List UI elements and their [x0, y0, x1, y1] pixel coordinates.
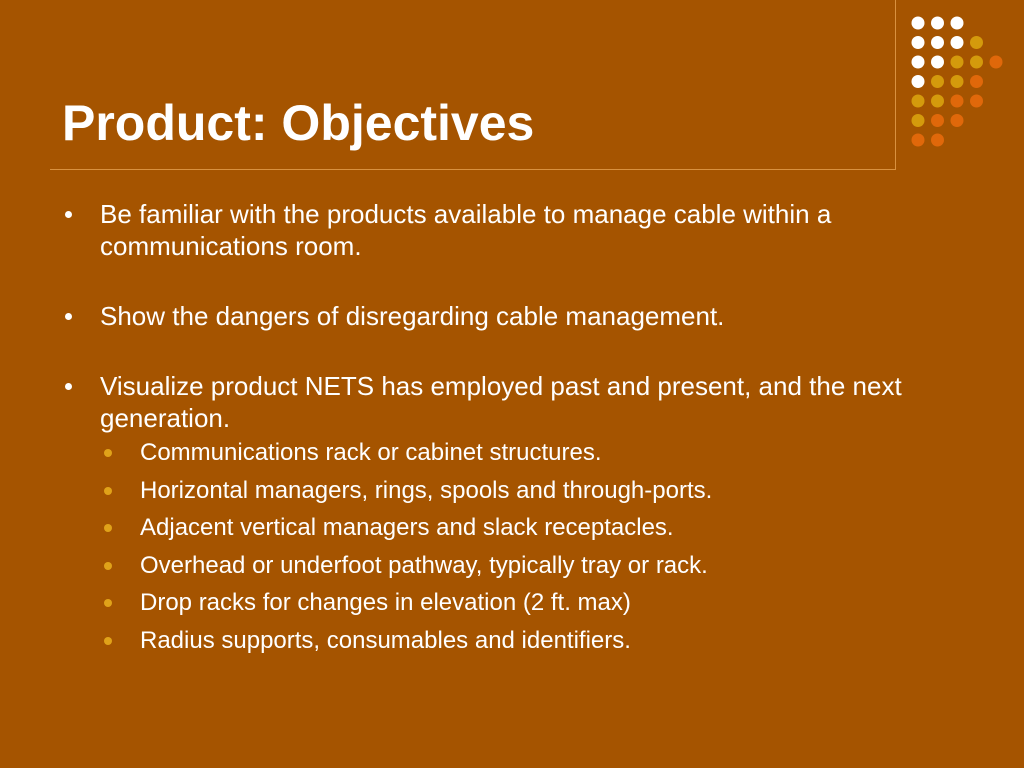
slide-title: Product: Objectives [62, 95, 535, 151]
decorative-dot [951, 75, 964, 88]
decorative-dot [990, 56, 1003, 69]
decorative-dot [912, 17, 925, 30]
decorative-dot [931, 75, 944, 88]
sub-bullet-text: Communications rack or cabinet structures. [140, 439, 602, 466]
sub-bullet-item [60, 626, 990, 656]
sub-bullet-text: Overhead or underfoot pathway, typically tray or rack. [140, 551, 708, 579]
decorative-dot [931, 134, 944, 147]
sub-bullet-dot-icon [104, 524, 112, 532]
decorative-dot [931, 17, 944, 30]
decorative-dot [951, 17, 964, 30]
decorative-dot [912, 75, 925, 88]
decorative-dot [912, 114, 925, 127]
decorative-dot [951, 36, 964, 49]
bullet-dot-icon [65, 313, 72, 320]
sub-bullet-dot-icon [104, 599, 112, 607]
decorative-dot-grid [0, 0, 1024, 170]
sub-bullet-text: Adjacent vertical managers and slack receptacles. [140, 514, 674, 541]
decorative-dot [912, 36, 925, 49]
bullet-dot-icon [65, 383, 72, 390]
bullet-item [60, 300, 990, 332]
decorative-dot [931, 114, 944, 127]
slide-body [60, 198, 990, 663]
decorative-dot [912, 95, 925, 108]
decorative-dot [951, 56, 964, 69]
sub-bullet-dot-icon [104, 562, 112, 570]
decorative-dot [970, 56, 983, 69]
bullet-item [60, 370, 990, 434]
decorative-dot [931, 36, 944, 49]
bullet-text: Be familiar with the products available to manage cable within a communications room. [100, 199, 832, 261]
sub-bullet-text: Drop racks for changes in elevation (2 ft. max) [140, 589, 631, 616]
sub-bullet-dot-icon [104, 487, 112, 495]
decorative-dot [970, 75, 983, 88]
bullet-dot-icon [65, 211, 72, 218]
sub-bullet-item [60, 551, 990, 581]
sub-bullet-item [60, 588, 990, 618]
sub-bullet-item [60, 438, 990, 468]
decorative-dot [970, 95, 983, 108]
bullet-item [60, 198, 990, 262]
sub-bullet-item [60, 476, 990, 506]
sub-bullet-text: Horizontal managers, rings, spools and through-ports. [140, 476, 713, 504]
decorative-dot [951, 95, 964, 108]
sub-bullet-text: Radius supports, consumables and identifiers. [140, 626, 631, 654]
decorative-dot [912, 134, 925, 147]
bullet-text: Visualize product NETS has employed past and present, and the next generation. [100, 371, 902, 433]
decorative-dot [931, 56, 944, 69]
decorative-dot [951, 114, 964, 127]
decorative-dot [970, 36, 983, 49]
sub-bullet-dot-icon [104, 637, 112, 645]
bullet-text: Show the dangers of disregarding cable management. [100, 301, 725, 331]
decorative-dot [931, 95, 944, 108]
sub-bullet-item [60, 513, 990, 543]
sub-bullet-dot-icon [104, 449, 112, 457]
decorative-dot [912, 56, 925, 69]
